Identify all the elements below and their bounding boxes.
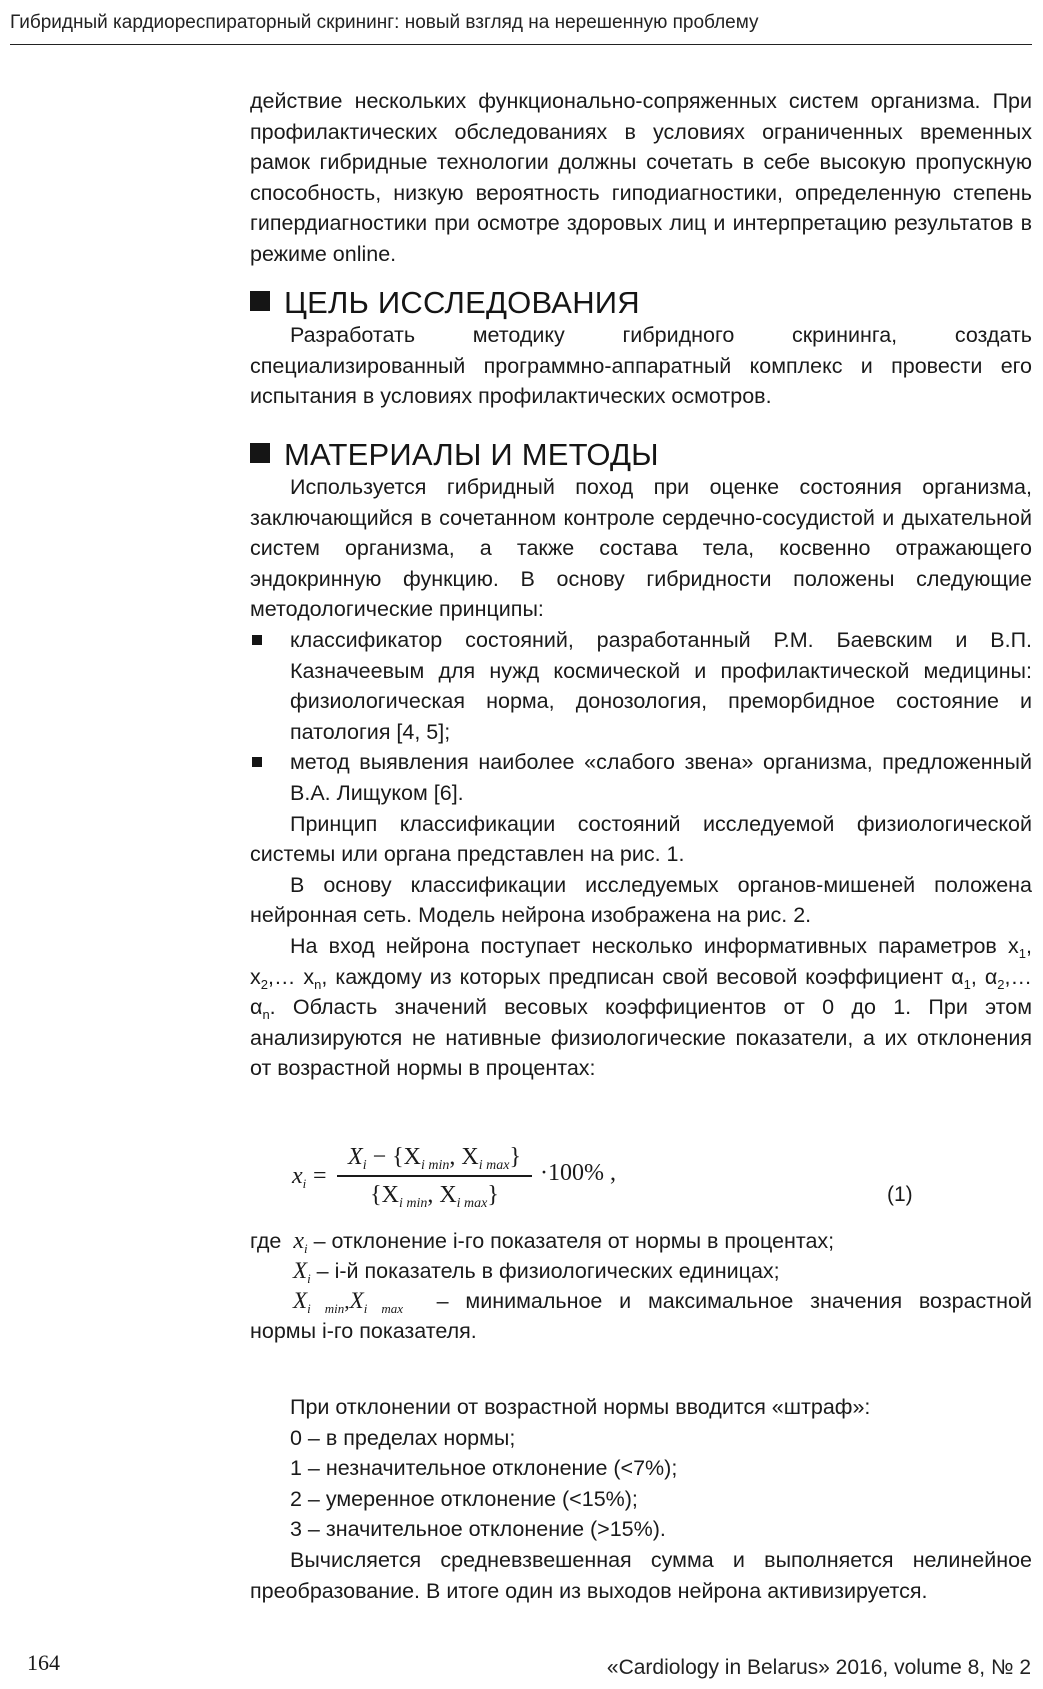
list-item: классификатор состояний, разработанный Р.М. Баевским и В.П. Казначеевым для нужд космической и профилактической медицины: физиологическая норма, донозология, преморбидное состояние и патология [4, 5];: [250, 625, 1032, 747]
penalty-item: 0 – в пределах нормы;: [290, 1425, 516, 1450]
where-line-2: $X_i - i-й$ показатель в физиологических единицах;: [293, 1258, 780, 1286]
journal-footer: «Cardiology in Belarus» 2016, volume 8, № 2: [606, 1656, 1031, 1679]
page-number: 164: [27, 1650, 60, 1675]
methods-paragraph-1: Используется гибридный поход при оценке состояния организма, заключающийся в сочетанном контроле сердечно-сосудистой и дыхательной систем организма, а также состава тела, косвенно отражающего эндокринную функцию. В основу гибридности положены следующие методологические принципы:: [250, 475, 1032, 622]
formula-rhs: ·100% ,: [540, 1160, 616, 1186]
formula-1: [292, 1140, 952, 1220]
bullet-square-icon: [252, 757, 262, 767]
aim-title: ЦЕЛЬ ИССЛЕДОВАНИЯ: [284, 285, 640, 320]
header-rule: [10, 44, 1032, 45]
equation-number: (1): [887, 1183, 913, 1206]
where-line-3: $X_{i min},X_{i max}$ – минимальное и максимальное значения возрастной: [293, 1288, 1032, 1316]
where-line-4: нормы i-го показателя.: [250, 1319, 477, 1343]
methods-title: МАТЕРИАЛЫ И МЕТОДЫ: [284, 437, 659, 472]
heading-square-icon: [250, 443, 270, 463]
section-heading-aim: [250, 286, 640, 320]
principles-list: [250, 625, 1032, 809]
aim-block: [250, 320, 1032, 412]
aim-paragraph: Разработать методику гибридного скрининга, создать специализированный программно-аппаратный комплекс и провести его испытания в условиях профилактических осмотров.: [250, 323, 1032, 409]
formula-numerator: $X_i - \{X_{i min}$, $X_{i max}$}: [348, 1144, 521, 1173]
penalty-item: 1 – незначительное отклонение (<7%);: [290, 1456, 678, 1481]
bullet-square-icon: [252, 635, 262, 645]
fraction-bar: [337, 1175, 532, 1177]
where-line-1: где $x_i$ – отклонение i-го показателя от нормы в процентах;: [250, 1228, 835, 1256]
list-item: метод выявления наиболее «слабого звена» организма, предложенный В.А. Лищуком [6].: [250, 747, 1032, 808]
penalty-item: 2 – умеренное отклонение (<15%);: [290, 1486, 638, 1511]
section-heading-methods: [250, 438, 659, 472]
penalty-block: [250, 1392, 1032, 1606]
running-head: Гибридный кардиореспираторный скрининг: новый взгляд на нерешенную проблему: [10, 12, 759, 33]
formula-fraction: [337, 1140, 532, 1212]
methods-paragraph-4: На вход нейрона поступает несколько информативных параметров $x_1$, $x_2,\dots$ $x_n$, каждому из которых предписан свой весовой коэффициент $\alpha_1$, $\alpha_2,\dots\alpha_n$. Область значений весовых коэффициентов от 0 до 1. При этом анализируются не нативные физиологические показатели, а их отклонения от возрастной нормы в процентах:: [250, 933, 1032, 1081]
methods-block: [250, 472, 1032, 1084]
penalty-closing: Вычисляется средневзвешенная сумма и выполняется нелинейное преобразование. В итоге один из выходов нейрона активизируется.: [250, 1547, 1032, 1603]
intro-block: [250, 86, 1032, 270]
formula-denominator: {$X_{i min}$, $X_{i max}$}: [370, 1181, 499, 1211]
formula-lhs: $x_i$ =: [292, 1163, 327, 1191]
penalty-item: 3 – значительное отклонение (>15%).: [290, 1517, 666, 1542]
methods-paragraph-2: Принцип классификации состояний исследуемой физиологической системы или органа представлен на рис. 1.: [250, 811, 1032, 867]
heading-square-icon: [250, 291, 270, 311]
methods-paragraph-3: В основу классификации исследуемых органов-мишеней положена нейронная сеть. Модель нейрона изображена на рис. 2.: [250, 872, 1032, 928]
penalty-intro: При отклонении от возрастной нормы вводится «штраф»:: [290, 1395, 871, 1419]
intro-paragraph: действие нескольких функционально-сопряженных систем организма. При профилактических обследованиях в условиях ограниченных временных рамок гибридные технологии должны сочетать в себе высокую пропускную способность, низкую вероятность гиподиагностики, определенную степень гипердиагностики при осмотре здоровых лиц и интерпретацию результатов в режиме online.: [250, 89, 1032, 266]
